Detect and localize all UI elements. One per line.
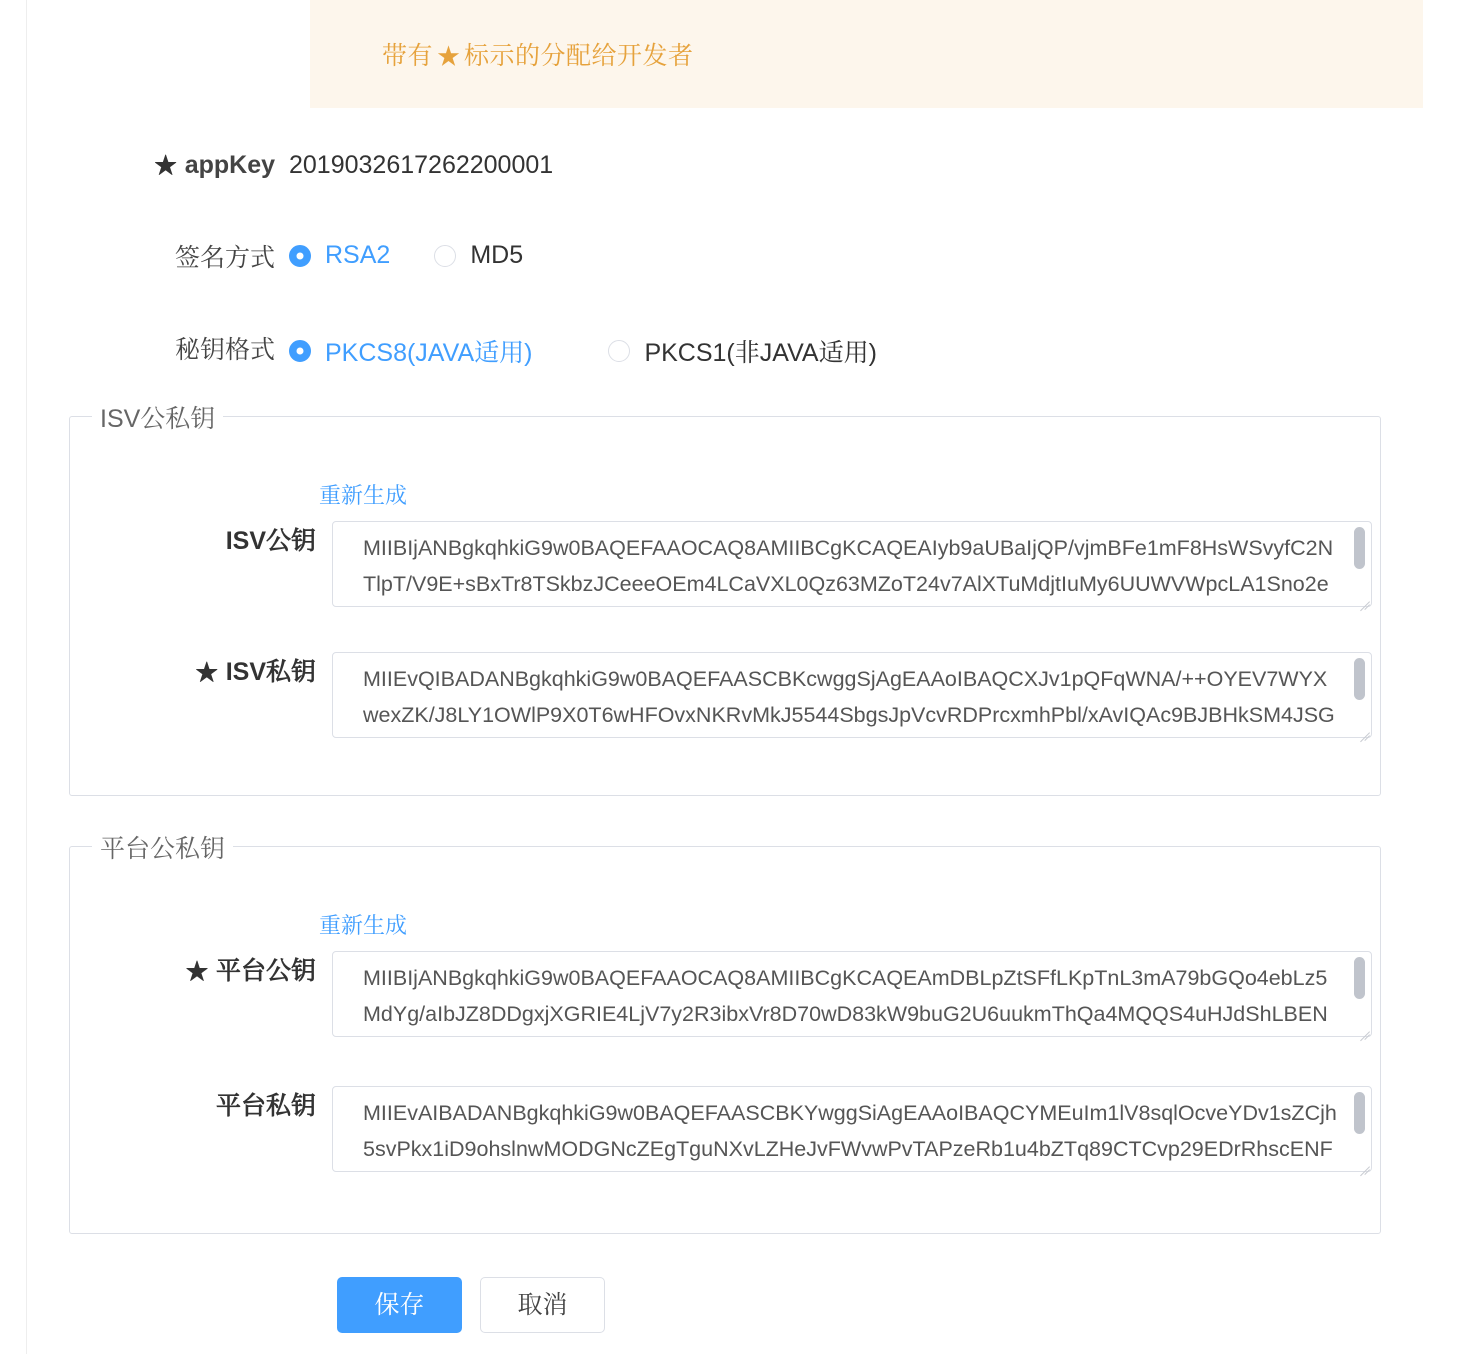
resize-grip-icon[interactable]: [1356, 1021, 1370, 1035]
left-gutter: [0, 0, 27, 1354]
resize-grip-icon[interactable]: [1356, 722, 1370, 736]
key-format-label: 秘钥格式: [174, 336, 275, 364]
platform-public-key-field-wrap[interactable]: [332, 951, 1372, 1037]
scrollbar-thumb[interactable]: [1354, 658, 1365, 700]
platform-private-key-row: [70, 1086, 1372, 1172]
star-icon: ★: [195, 660, 218, 685]
appkey-row: [27, 148, 1127, 183]
platform-private-key-field-wrap[interactable]: [332, 1086, 1372, 1172]
key-format-radio-group[interactable]: [289, 333, 921, 369]
radio-dot-icon[interactable]: [434, 245, 456, 267]
isv-private-key-textarea[interactable]: [332, 652, 1372, 738]
radio-dot-icon[interactable]: [289, 245, 311, 267]
appkey-value: 2019032617262200001: [289, 151, 554, 179]
isv-private-key-field-wrap[interactable]: [332, 652, 1372, 738]
radio-format-pkcs8-label: PKCS8(JAVA适用): [325, 339, 533, 367]
isv-key-group: [69, 405, 1381, 796]
isv-private-key-row: [70, 652, 1372, 738]
appkey-label-wrap: [27, 148, 289, 183]
notice-text-before: 带有: [382, 42, 434, 70]
radio-format-pkcs1[interactable]: [608, 333, 876, 369]
isv-private-key-label: ISV私钥: [225, 658, 316, 686]
platform-public-key-row: [70, 951, 1372, 1037]
isv-public-key-row: [70, 521, 1372, 607]
radio-sign-md5-label: MD5: [470, 241, 524, 269]
isv-regenerate-link[interactable]: 重新生成: [319, 483, 408, 508]
radio-format-pkcs8[interactable]: [289, 333, 532, 369]
sign-method-row: [27, 241, 1127, 275]
radio-format-pkcs1-label: PKCS1(非JAVA适用): [644, 339, 877, 367]
scrollbar-thumb[interactable]: [1354, 527, 1365, 569]
resize-grip-icon[interactable]: [1356, 591, 1370, 605]
radio-sign-rsa2[interactable]: [289, 241, 390, 270]
save-button[interactable]: 保存: [337, 1277, 462, 1333]
sign-method-label: 签名方式: [174, 244, 275, 272]
platform-public-key-textarea[interactable]: [332, 951, 1372, 1037]
star-icon: ★: [154, 153, 177, 178]
radio-sign-md5[interactable]: [434, 241, 523, 270]
sign-method-radio-group[interactable]: [289, 241, 567, 270]
star-icon: ★: [185, 959, 208, 984]
developer-notice-banner: [310, 0, 1423, 108]
form-actions: [337, 1277, 605, 1333]
platform-public-key-label-wrap: [70, 951, 332, 992]
form-content: [27, 0, 1468, 1354]
platform-private-key-label: 平台私钥: [215, 1092, 316, 1120]
radio-dot-icon[interactable]: [289, 340, 311, 362]
radio-sign-rsa2-label: RSA2: [325, 241, 391, 269]
notice-text-after: 标示的分配给开发者: [464, 42, 694, 70]
cancel-button[interactable]: 取消: [480, 1277, 605, 1333]
isv-public-key-label: ISV公钥: [225, 527, 316, 555]
isv-key-group-title: ISV公私钥: [92, 399, 223, 435]
appkey-label: appKey: [184, 151, 275, 179]
platform-public-key-label: 平台公钥: [215, 957, 316, 985]
resize-grip-icon[interactable]: [1356, 1156, 1370, 1170]
platform-regenerate-link[interactable]: 重新生成: [319, 913, 408, 938]
key-format-row: [27, 333, 1227, 369]
platform-private-key-textarea[interactable]: [332, 1086, 1372, 1172]
isv-public-key-field-wrap[interactable]: [332, 521, 1372, 607]
star-icon: ★: [437, 42, 461, 69]
radio-dot-icon[interactable]: [608, 340, 630, 362]
scrollbar-thumb[interactable]: [1354, 1092, 1365, 1134]
platform-key-group: [69, 835, 1381, 1234]
isv-private-key-label-wrap: [70, 652, 332, 693]
platform-key-group-title: 平台公私钥: [92, 829, 233, 865]
isv-public-key-textarea[interactable]: [332, 521, 1372, 607]
scrollbar-thumb[interactable]: [1354, 957, 1365, 999]
